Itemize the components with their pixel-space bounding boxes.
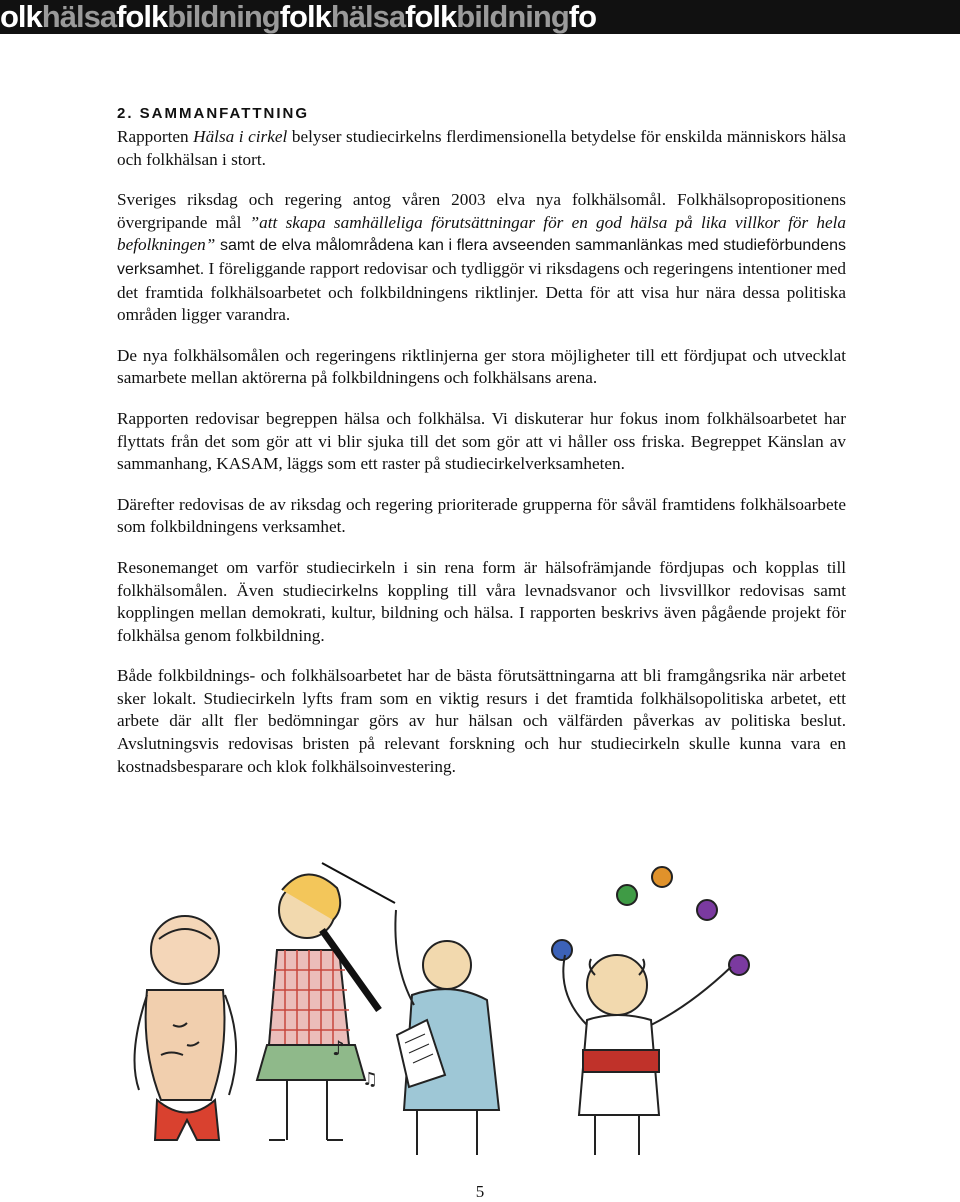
section-heading: 2. SAMMANFATTNING bbox=[117, 105, 310, 122]
banner-word: hälsa bbox=[41, 0, 117, 34]
paragraph-groups: Därefter redovisas de av riksdag och regering prioriterade grupperna för såväl framtidens folkhälsoarbete som folkbildningens verksamhet. bbox=[117, 494, 846, 537]
paragraph-local: Både folkbildnings- och folkhälsoarbetet har de bästa förutsättningarna att bli framgångsrika när arbetet sker lokalt. Studiecirkeln lyfts fram som en viktig resurs i det framtida folkhälsopolitiska arbetet, ett arbete där allt fler bedömningar görs av hur hälsan och välfärden påverkas av politiska beslut. Avslutningsvis redovisas bristen på relevant forskning och hur studiecirkeln skulle kunna vara en kostnadsbesparare och klok folkhälsoinvestering. bbox=[117, 666, 846, 776]
banner-word: bildning bbox=[167, 0, 280, 34]
bather-figure bbox=[135, 916, 237, 1140]
banner-word: olk bbox=[0, 0, 42, 34]
banner-word: folk bbox=[116, 0, 168, 34]
text-span: Rapporten bbox=[117, 127, 194, 146]
svg-text:♪: ♪ bbox=[332, 1036, 345, 1060]
banner-word: hälsa bbox=[330, 0, 406, 34]
summary-section bbox=[117, 104, 846, 796]
conductor-figure bbox=[322, 863, 499, 1155]
report-title-italic: Hälsa i cirkel bbox=[193, 127, 288, 146]
paragraph-intro bbox=[117, 126, 846, 171]
clarinet-player-figure bbox=[257, 874, 379, 1140]
study-circle-illustration bbox=[117, 855, 877, 1160]
juggler-figure bbox=[552, 867, 749, 1155]
text-span: samt de elva målområdena kan i flera avseenden sammanlänkas med studieförbundens verksamhet. bbox=[117, 237, 846, 278]
header-banner bbox=[0, 0, 960, 34]
text-span: Sveriges riksdag och regering antog våren 2003 elva nya folkhälsomål. Folkhälsopropositionens övergripande mål bbox=[117, 190, 846, 232]
banner-word: folk bbox=[279, 0, 331, 34]
paragraph-riksdag bbox=[117, 189, 846, 327]
svg-text:♫: ♫ bbox=[362, 1069, 379, 1090]
text-span: belyser studiecirkelns flerdimensionella betydelse för enskilda människors hälsa och folkhälsan i stort. bbox=[117, 127, 846, 169]
banner-word: bildning bbox=[456, 0, 569, 34]
paragraph-reasoning: Resonemanget om varför studiecirkeln i sin rena form är hälsofrämjande fördjupas och kopplas till folkhälsomålen. Även studiecirkelns koppling till våra levnadsvanor och livsvillkor redovisas samt kopplingen mellan demokrati, kultur, bildning och hälsa. I rapporten beskrivs även pågående projekt för folkhälsa genom folkbildning. bbox=[117, 557, 846, 645]
paragraph-goals: De nya folkhälsomålen och regeringens riktlinjerna ger stora möjligheter till ett fördjupat och utvecklat samarbete mellan aktörerna på folkbildningens och folkhälsans arena. bbox=[117, 345, 846, 388]
page-number: 5 bbox=[475, 1182, 485, 1201]
banner-word: folk bbox=[405, 0, 457, 34]
banner-word: fo bbox=[568, 0, 597, 34]
quote-italic: ”att skapa samhälleliga förutsättningar för en god hälsa på lika villkor för hela befolkningen” bbox=[117, 212, 846, 255]
text-span: I föreliggande rapport redovisar och tydliggör vi riksdagens och regeringens intentioner med det framtida folkhälsoarbetet och folkbildningens riktlinjer. Detta för att visa hur nära dessa politiska områden ligger varandra. bbox=[117, 258, 846, 325]
paragraph-concepts: Rapporten redovisar begreppen hälsa och folkhälsa. Vi diskuterar hur fokus inom folkhälsoarbetet har flyttats från det som gör att vi blir sjuka till det som gör att vi håller oss friska. Begreppet Känslan av sammanhang, KASAM, läggs som ett raster på studiecirkelverksamheten. bbox=[117, 408, 846, 474]
